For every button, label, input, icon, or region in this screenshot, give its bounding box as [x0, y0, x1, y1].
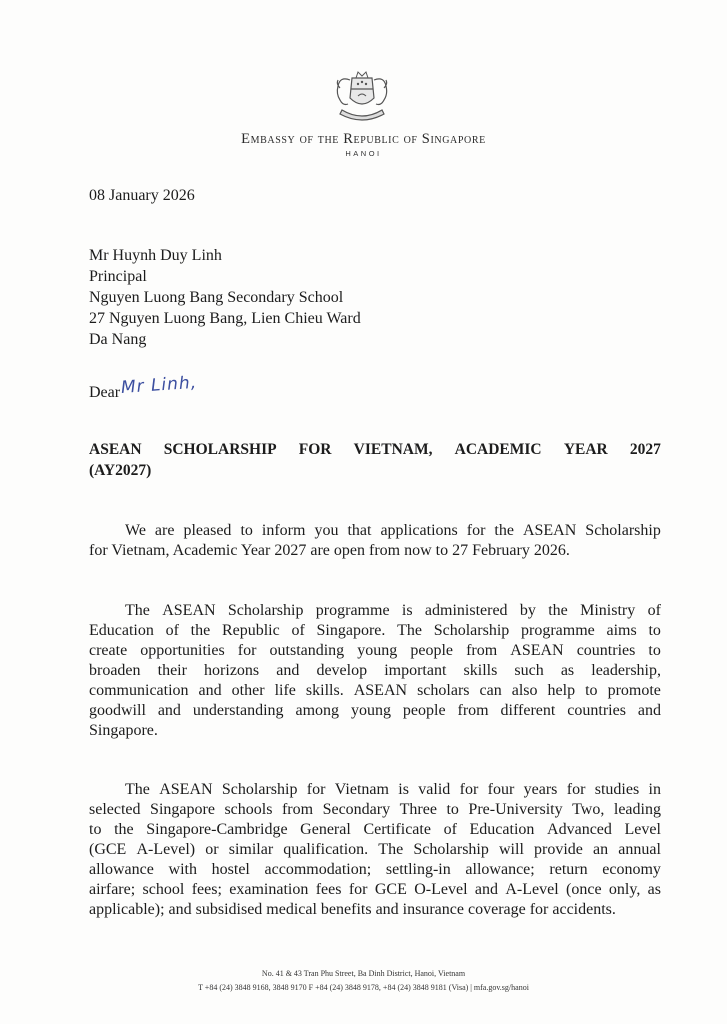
recipient-title: Principal — [89, 268, 147, 285]
footer-contact: T +84 (24) 3848 9168, 3848 9170 F +84 (24) 3848 9178, +84 (24) 3848 9181 (Visa) | mfa.gov.sg/hanoi — [198, 983, 529, 992]
paragraph-3 — [89, 780, 661, 920]
subject-line-1: ASEAN SCHOLARSHIP FOR VIETNAM, ACADEMIC YEAR 2027 — [89, 441, 661, 458]
salutation: Dear — [89, 384, 121, 401]
singapore-coat-of-arms-icon — [330, 64, 394, 128]
paragraph-line: The ASEAN Scholarship for Vietnam is valid for four years for studies in — [125, 781, 661, 798]
recipient-city: Da Nang — [89, 331, 147, 348]
paragraph-line: goodwill and understanding among young people from different countries and — [89, 702, 661, 719]
paragraph-line: for Vietnam, Academic Year 2027 are open from now to 27 February 2026. — [89, 542, 570, 559]
paragraph-line: create opportunities for outstanding young people from ASEAN countries to — [89, 642, 661, 659]
recipient-address — [89, 245, 361, 350]
paragraph-line: We are pleased to inform you that applications for the ASEAN Scholarship — [125, 522, 661, 539]
paragraph-line: allowance with hostel accommodation; settling-in allowance; return economy — [89, 861, 661, 878]
letterhead-footer — [0, 967, 727, 995]
recipient-name: Mr Huynh Duy Linh — [89, 247, 222, 264]
embassy-name: Embassy of the Republic of Singapore — [241, 131, 486, 147]
letter-date: 08 January 2026 — [89, 187, 195, 204]
recipient-school: Nguyen Luong Bang Secondary School — [89, 289, 344, 306]
subject-heading — [89, 439, 661, 481]
paragraph-line: broaden their horizons and develop important skills such as leadership, — [89, 662, 661, 679]
subject-line-2: (AY2027) — [89, 462, 152, 479]
handwritten-salutation-name: Mr Linh, — [120, 372, 198, 398]
paragraph-line: applicable); and subsidised medical benefits and insurance coverage for accidents. — [89, 901, 616, 918]
paragraph-line: selected Singapore schools from Secondary Three to Pre-University Two, leading — [89, 801, 661, 818]
paragraph-1 — [89, 521, 661, 561]
paragraph-line: The ASEAN Scholarship programme is administered by the Ministry of — [125, 602, 661, 619]
paragraph-line: (GCE A-Level) or similar qualification. The Scholarship will provide an annual — [89, 841, 661, 858]
embassy-city: HANOI — [345, 149, 382, 158]
paragraph-line: airfare; school fees; examination fees for GCE O-Level and A-Level (once only, as — [89, 881, 661, 898]
paragraph-line: communication and other life skills. ASEAN scholars can also help to promote — [89, 682, 661, 699]
paragraph-line: Education of the Republic of Singapore. The Scholarship programme aims to — [89, 622, 661, 639]
paragraph-line: Singapore. — [89, 722, 158, 739]
paragraph-2 — [89, 601, 661, 741]
footer-address: No. 41 & 43 Tran Phu Street, Ba Dinh District, Hanoi, Vietnam — [261, 969, 466, 978]
recipient-street: 27 Nguyen Luong Bang, Lien Chieu Ward — [89, 310, 361, 327]
paragraph-line: to the Singapore-Cambridge General Certificate of Education Advanced Level — [89, 821, 661, 838]
